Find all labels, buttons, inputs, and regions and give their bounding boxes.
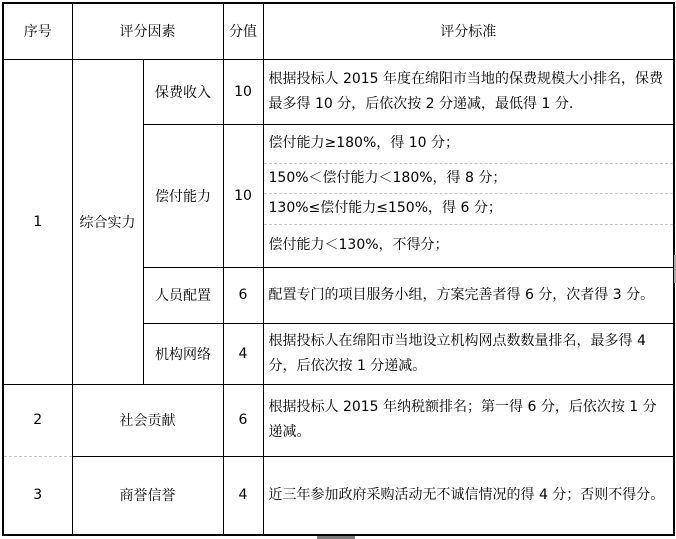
criteria-cell-social-contribution: 根据投标人 2015 年纳税额排名；第一得 6 分，后依次按 1 分递减。 — [263, 384, 674, 456]
score-cell-premium-income: 10 — [223, 59, 263, 124]
criteria-line-solvency-4: 偿付能力＜130%，不得分； — [263, 224, 674, 267]
factor-cell-social-contribution: 社会贡献 — [72, 384, 223, 456]
col-header-factor: 评分因素 — [72, 3, 223, 59]
seq-cell-1: 1 — [3, 59, 72, 384]
criteria-cell-business-reputation: 近三年参加政府采购活动无不诚信情况的得 4 分；否则不得分。 — [263, 456, 674, 535]
criteria-cell-staffing: 配置专门的项目服务小组，方案完善者得 6 分，次者得 3 分。 — [263, 267, 674, 323]
criteria-line-solvency-3: 130%≤偿付能力≤150%，得 6 分； — [263, 193, 674, 224]
row-social-contribution — [3, 384, 674, 456]
row-premium-income — [3, 59, 674, 124]
subfactor-cell-branch-network: 机构网络 — [143, 323, 223, 384]
subfactor-cell-staffing: 人员配置 — [143, 267, 223, 323]
subfactor-cell-premium-income: 保费收入 — [143, 59, 223, 124]
criteria-cell-premium-income: 根据投标人 2015 年度在绵阳市当地的保费规模大小排名，保费最多得 10 分，后依次按 2 分递减，最低得 1 分. — [263, 59, 674, 124]
score-cell-solvency: 10 — [223, 124, 263, 267]
seq-cell-2: 2 — [3, 384, 72, 456]
factor-cell-business-reputation: 商誉信誉 — [72, 456, 223, 535]
subfactor-cell-solvency: 偿付能力 — [143, 124, 223, 267]
seq-cell-3: 3 — [3, 456, 72, 535]
score-cell-branch-network: 4 — [223, 323, 263, 384]
criteria-line-solvency-2: 150%＜偿付能力＜180%，得 8 分； — [263, 163, 674, 193]
col-header-criteria: 评分标准 — [263, 3, 674, 59]
evaluation-criteria-table — [2, 2, 675, 536]
criteria-line-solvency-1: 偿付能力≥180%，得 10 分； — [263, 124, 674, 163]
score-cell-social-contribution: 6 — [223, 384, 263, 456]
factor-group-cell-comprehensive-strength: 综合实力 — [72, 59, 143, 384]
col-header-seq: 序号 — [3, 3, 72, 59]
row-business-reputation — [3, 456, 674, 535]
criteria-cell-branch-network: 根据投标人在绵阳市当地设立机构网点数数量排名，最多得 4 分，后依次按 1 分递减。 — [263, 323, 674, 384]
header-row — [3, 3, 674, 59]
score-cell-staffing: 6 — [223, 267, 263, 323]
col-header-score: 分值 — [223, 3, 263, 59]
score-cell-business-reputation: 4 — [223, 456, 263, 535]
document-page — [2, 2, 675, 536]
